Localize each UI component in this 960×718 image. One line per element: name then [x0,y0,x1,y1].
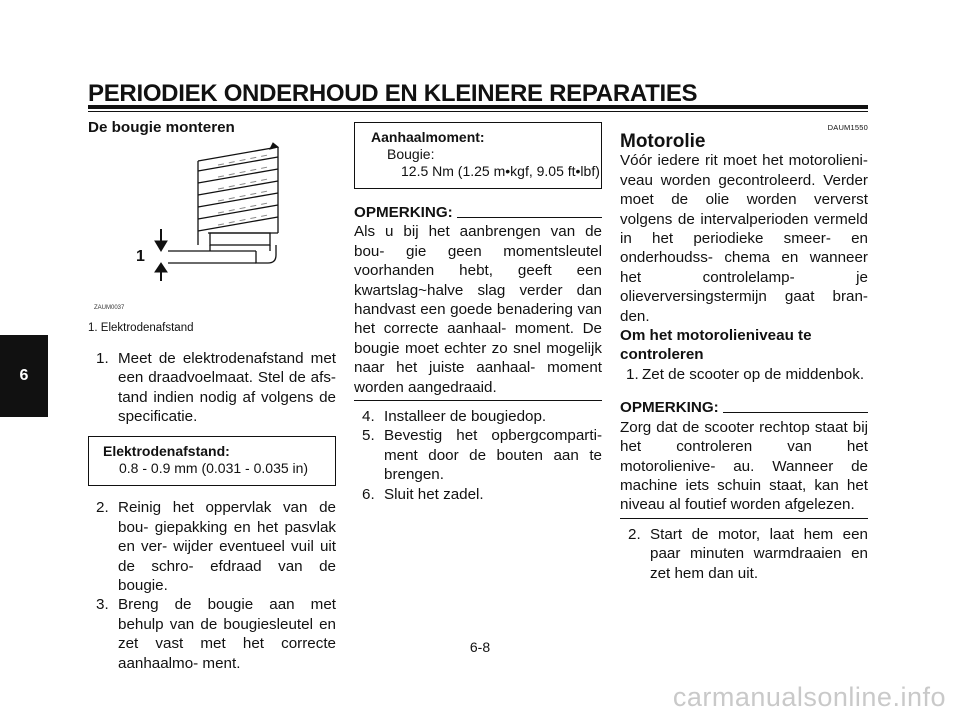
list-item [354,426,602,484]
spark-plug-illustration [128,141,328,301]
spark-plug-gap-figure [88,141,336,313]
step-number: 3. [96,596,109,614]
step-number: 2. [96,499,109,517]
title-rule [88,105,868,109]
list-item [354,407,602,426]
step-list-oil-b [620,525,868,583]
oil-intro-text: Vóór iedere rit moet het motorolieni- veau worden gecontroleerd. Verder moet de olie worden ververst volgens de intervalperioden vermeld in het periodieke smeer- en onderhoudss- chema en wanneer het controlelamp- je olieverversingstermijn gaat bran- den. [620,152,868,325]
step-text: Start de motor, laat hem een paar minuten warmdraaien en zet hem dan uit. [650,525,868,582]
step-number: 4. [362,408,375,426]
list-item [88,349,336,427]
step-text: Meet de elektrodenafstand met een draadvoelmaat. Stel de afs- tand indien nodig af volgens de specificatie. [118,349,336,426]
spec-box-electrode-gap [88,436,336,486]
right-column [620,118,868,583]
spec-label: Elektrodenafstand: [103,443,230,460]
figure-caption: 1. Elektrodenafstand [88,322,194,335]
step-number: 6. [362,485,375,503]
note-text: Zorg dat de scooter rechtop staat bij het controleren van het motorolienive- au. Wanneer de machine iets schuin staat, kan het niveau al foutief worden afgelezen. [620,418,868,514]
step-list-oil-a [620,365,868,384]
note-rule [723,412,868,413]
page-title: PERIODIEK ONDERHOUD EN KLEINERE REPARATIES [88,80,698,107]
note-heading [620,398,868,417]
torque-box [354,122,602,189]
step-number: 5. [362,427,375,445]
step-list-mid [354,407,602,504]
note-end-rule [354,400,602,401]
step-text: Bevestig het opbergcomparti- ment door de bouten aan te brengen. [384,427,602,484]
step-number: 1. [96,349,109,367]
step-text: Reinig het oppervlak van de bou- giepakking en het pasvlak en ver- wijder eventueel vuil uit de schro- efdraad van de bougie. [118,499,336,595]
note-label: OPMERKING: [620,399,719,417]
torque-value: 12.5 Nm (1.25 m•kgf, 9.05 ft•lbf) [401,163,600,179]
step-number: 2. [628,525,641,543]
list-item [620,525,868,583]
list-item [88,498,336,595]
figure-code: ZAUM0037 [94,305,125,312]
list-item [354,485,602,504]
spec-value: 0.8 - 0.9 mm (0.031 - 0.035 in) [119,460,309,477]
reference-code: DAUM1550 [827,123,868,132]
chapter-tab: 6 [0,335,48,417]
step-list-a [88,349,336,427]
section-title-engine-oil: Motorolie [620,131,706,152]
watermark: carmanualsonline.info [672,682,946,712]
step-text: Installeer de bougiedop. [384,408,547,426]
title-rule-thin [88,111,868,112]
list-item [620,365,868,384]
middle-column [354,118,602,504]
left-column [88,118,336,673]
gap-callout-label: 1 [136,248,145,266]
step-text: Zet de scooter op de middenbok. [642,365,865,383]
step-text: Sluit het zadel. [384,485,484,503]
torque-item: Bougie: [387,146,435,162]
step-number: 1. [626,365,639,383]
note-text: Als u bij het aanbrengen van de bou- gie geen momentsleutel voorhanden hebt, geeft een kwartslag~halve slag verder dan handvast een goede benadering van het correcte aanhaal- moment. De bougie moet echter zo snel mogelijk naar het juiste aanhaal- moment worden aangedraaid. [354,223,602,396]
torque-label: Aanhaalmoment: [371,129,485,145]
list-item [88,595,336,673]
note-heading [354,203,602,222]
note-rule [457,217,602,218]
step-text: Breng de bougie aan met behulp van de bougiesleutel en zet vast met het correcte aanhaalmo- ment. [118,596,336,672]
section-title-spark-plug: De bougie monteren [88,119,235,136]
note-label: OPMERKING: [354,204,453,221]
page-number: 6-8 [469,639,491,655]
oil-check-subheading: Om het motorolieniveau te controleren [620,327,812,364]
note-end-rule [620,518,868,519]
